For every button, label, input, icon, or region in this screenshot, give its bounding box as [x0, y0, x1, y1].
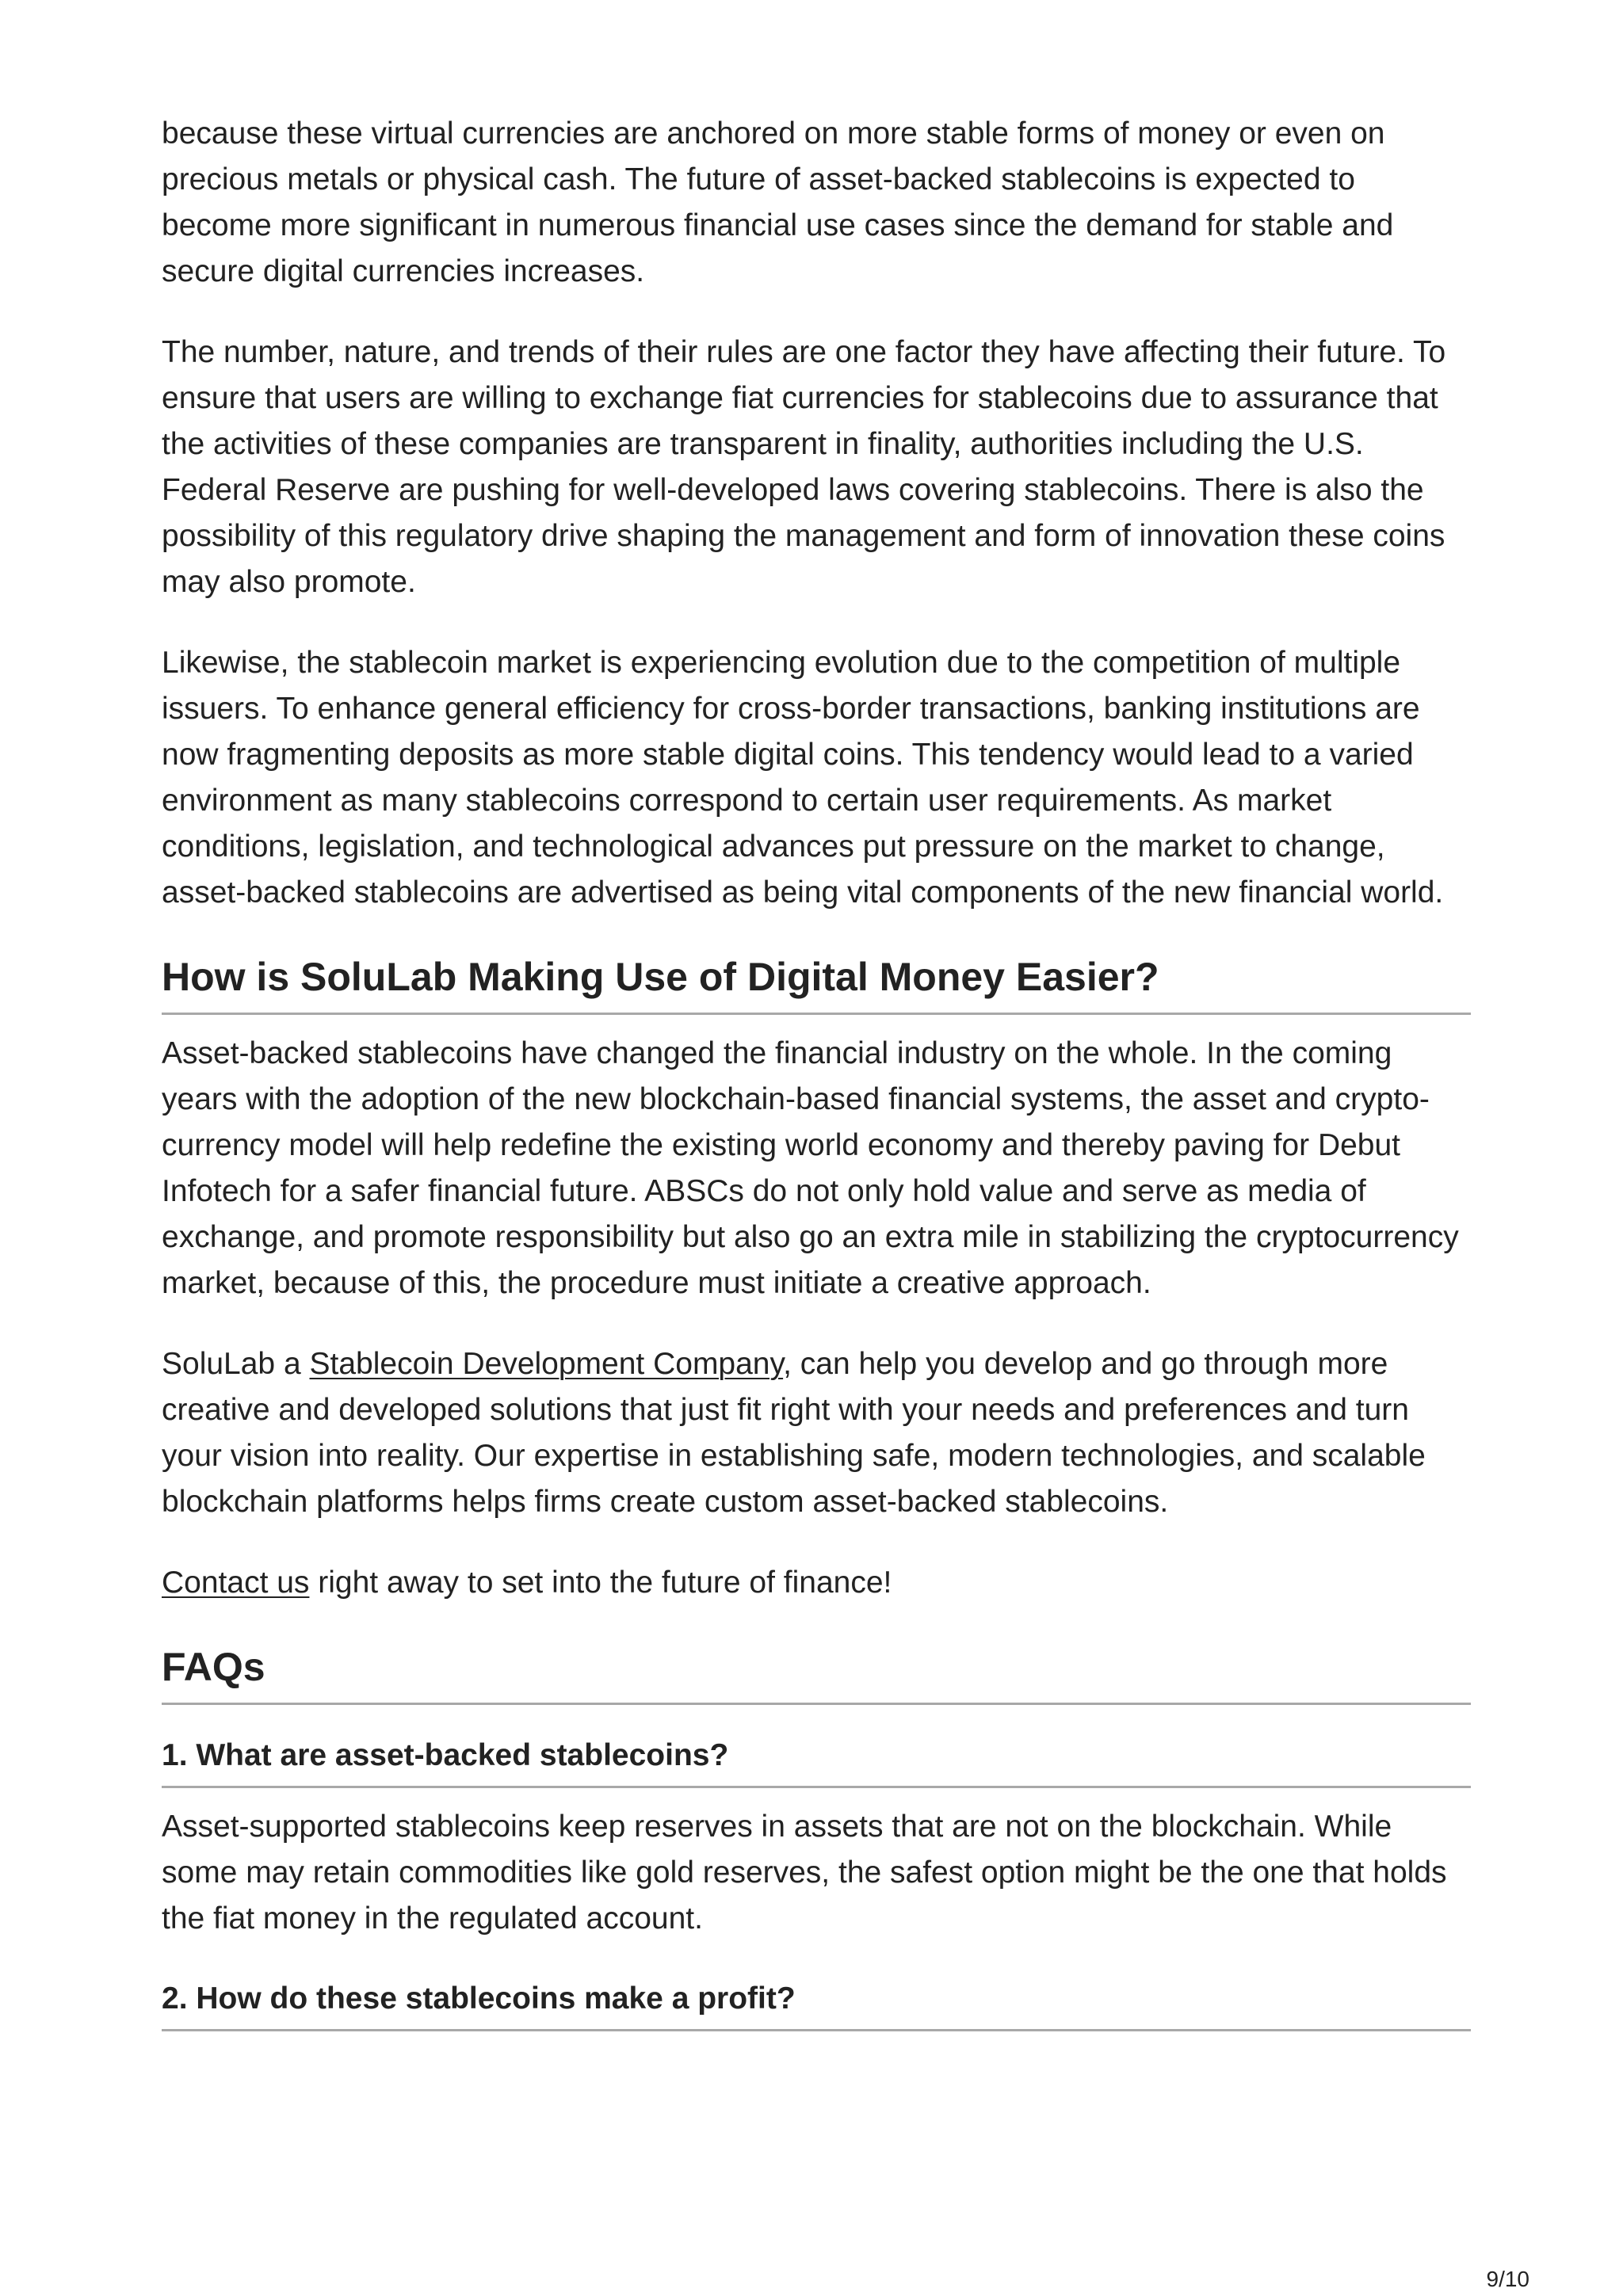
paragraph-solulab-company [162, 1341, 1471, 1525]
heading-faqs: FAQs [162, 1641, 1471, 1705]
paragraph-solulab-suffix: , can help you develop and go through more creative and developed solutions that just fit right with your needs and preferences and turn your vision into reality. Our expertise in establishing safe, modern technologies, and scalable blockchain platforms helps firms create custom asset-backed stablecoins. [162, 1347, 1426, 1519]
paragraph-asset-backed-changed: Asset-backed stablecoins have changed the financial industry on the whole. In the coming years with the adoption of the new blockchain-based financial systems, the asset and crypto-currency model will help redefine the existing world economy and thereby paving for Debut Infotech for a safer financial future. ABSCs do not only hold value and serve as media of exchange, and promote responsibility but also go an extra mile in stabilizing the cryptocurrency market, because of this, the procedure must initiate a creative approach. [162, 1036, 1459, 1300]
paragraph-market-evolution: Likewise, the stablecoin market is experiencing evolution due to the competition of multiple issuers. To enhance general efficiency for cross-border transactions, banking institutions are now fragmenting deposits as more stable digital coins. This tendency would lead to a varied environment as many stablecoins correspond to certain user requirements. As market conditions, legislation, and technological advances put pressure on the market to change, asset-backed stablecoins are advertised as being vital components of the new financial world. [162, 646, 1444, 910]
paragraph-solulab-prefix: SoluLab a [162, 1347, 310, 1381]
paragraph-currencies-anchored: because these virtual currencies are anchored on more stable forms of money or even on precious metals or physical cash. The future of asset-backed stablecoins is expected to become more significant in numerous financial use cases since the demand for stable and secure digital currencies increases. [162, 116, 1394, 288]
faq-answer-1: Asset-supported stablecoins keep reserves in assets that are not on the blockchain. While some may retain commodities like gold reserves, the safest option might be the one that holds the fiat money in the regulated account. [162, 1810, 1447, 1936]
contact-us-link[interactable]: Contact us [162, 1566, 310, 1600]
paragraph-regulation-trends: The number, nature, and trends of their rules are one factor they have affecting their future. To ensure that users are willing to exchange fiat currencies for stablecoins due to assurance that the activities of these companies are transparent in finality, authorities including the U.S. Federal Reserve are pushing for well-developed laws covering stablecoins. There is also the possibility of this regulatory drive shaping the management and form of innovation these coins may also promote. [162, 335, 1446, 599]
stablecoin-development-company-link[interactable]: Stablecoin Development Company [309, 1347, 784, 1381]
faq-question-2: 2. How do these stablecoins make a profit? [162, 1977, 1471, 2031]
article-body [162, 111, 1471, 2047]
faq-question-1: 1. What are asset-backed stablecoins? [162, 1733, 1471, 1788]
heading-solulab-section: How is SoluLab Making Use of Digital Money Easier? [162, 951, 1471, 1015]
contact-suffix-text: right away to set into the future of finance! [309, 1566, 892, 1600]
page-number: 9/10 [1486, 2267, 1529, 2291]
paragraph-contact [162, 1560, 1471, 1606]
